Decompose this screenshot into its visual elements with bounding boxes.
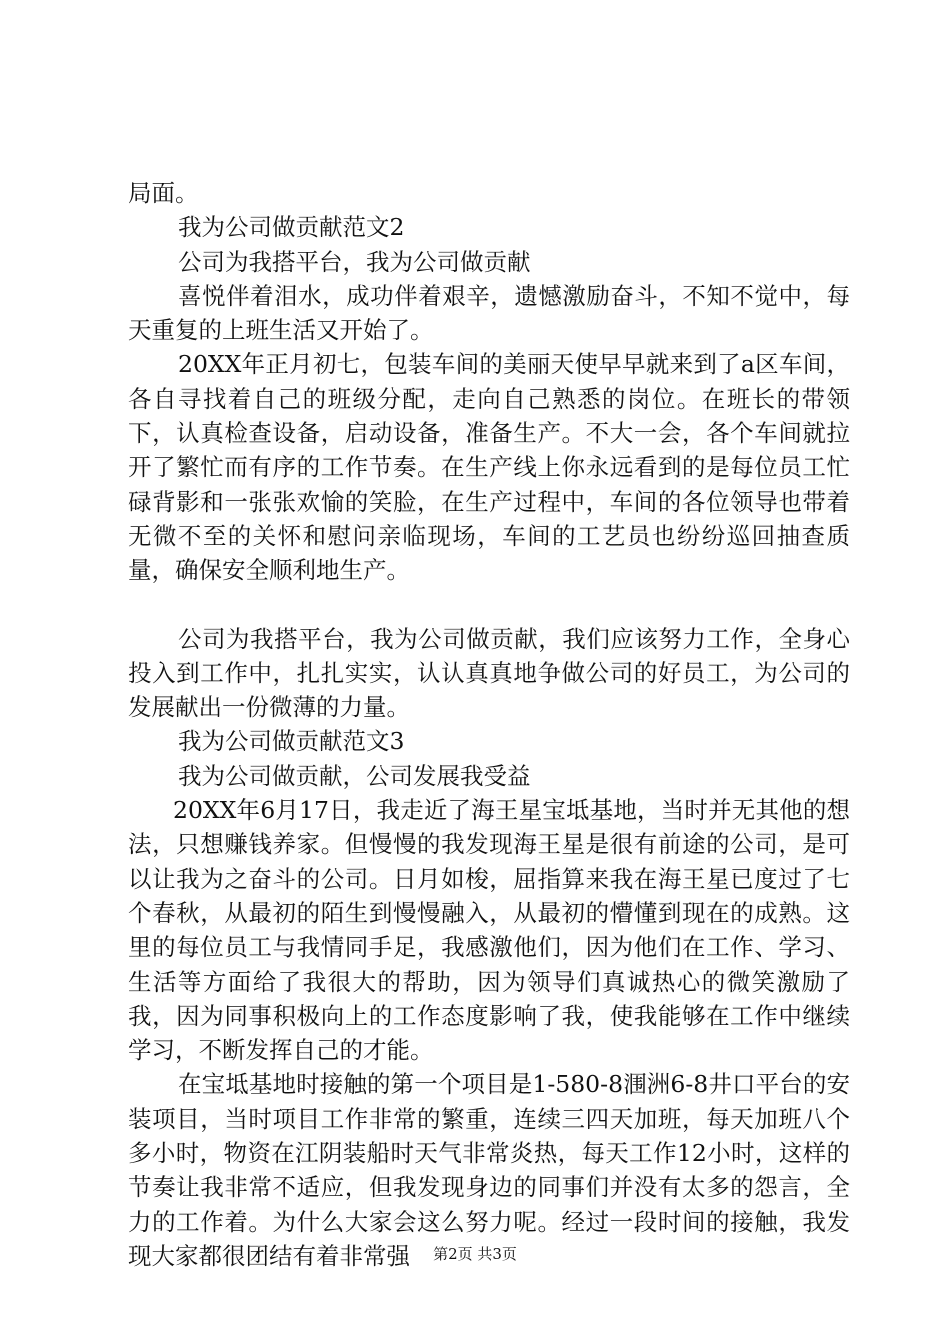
- paragraph: 喜悦伴着泪水，成功伴着艰辛，遗憾激励奋斗，不知不觉中，每天重复的上班生活又开始了。: [128, 281, 850, 345]
- paragraph: 20XX年正月初七，包装车间的美丽天使早早就来到了a区车间，各自寻找着自己的班级分配，走向自己熟悉的岗位。在班长的带领下，认真检查设备，启动设备，准备生产。不大一会，各个车间就拉开了繁忙而有序的工作节奏。在生产线上你永远看到的是每位员工忙碌背影和一张张欢愉的笑脸，在生产过程中，车间的各位领导也带着无微不至的关怀和慰问亲临现场，车间的工艺员也纷纷巡回抽查质量，确保安全顺利地生产。: [128, 350, 850, 585]
- article-title-2: 公司为我搭平台，我为公司做贡献: [178, 247, 531, 276]
- paragraph-continuation: 局面。: [128, 179, 199, 207]
- paragraph: 公司为我搭平台，我为公司做贡献，我们应该努力工作，全身心投入到工作中，扎扎实实，认认真真地争做公司的好员工，为公司的发展献出一份微薄的力量。: [128, 624, 850, 722]
- article-title-3: 我为公司做贡献，公司发展我受益: [178, 761, 531, 790]
- section-heading-3: 我为公司做贡献范文3: [178, 727, 405, 756]
- section-heading-2: 我为公司做贡献范文2: [178, 213, 405, 242]
- paragraph: 20XX年6月17日，我走近了海王星宝坻基地，当时并无其他的想法，只想赚钱养家。但慢慢的我发现海王星是很有前途的公司，是可以让我为之奋斗的公司。日月如梭，屈指算来我在海王星已度过了七个春秋，从最初的陌生到慢慢融入，从最初的懵懂到现在的成熟。这里的每位员工与我情同手足，我感激他们，因为他们在工作、学习、生活等方面给了我很大的帮助，因为领导们真诚热心的微笑激励了我，因为同事积极向上的工作态度影响了我，使我能够在工作中继续学习，不断发挥自己的才能。: [128, 796, 850, 1065]
- document-body: [128, 176, 850, 1273]
- page-number-footer: 第2页 共3页: [433, 1245, 517, 1263]
- paragraph: 在宝坻基地时接触的第一个项目是1-580-8涠洲6-8井口平台的安装项目，当时项目工作非常的繁重，连续三四天加班，每天加班八个多小时，物资在江阴装船时天气非常炎热，每天工作12小时，这样的节奏让我非常不适应，但我发现身边的同事们并没有太多的怨言，全力的工作着。为什么大家会这么努力呢。经过一段时间的接触，我发现大家都很团结有着非常强: [128, 1070, 850, 1270]
